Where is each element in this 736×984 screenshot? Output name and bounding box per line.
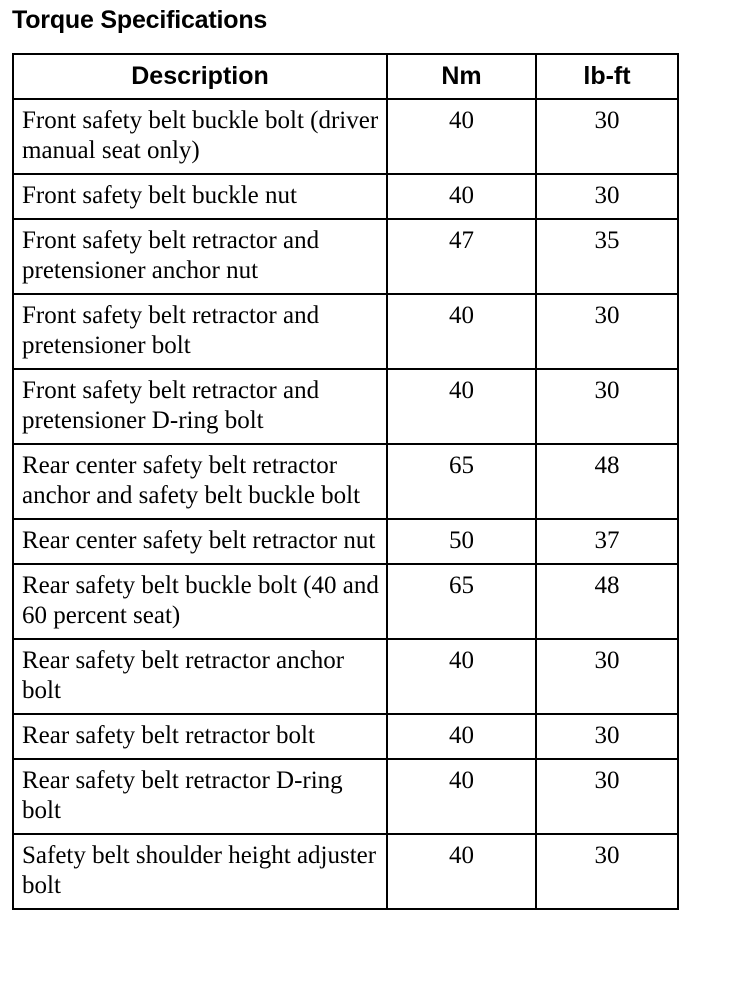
row-description: Rear safety belt retractor D-ring bolt [13,759,387,834]
row-nm: 40 [387,639,536,714]
table-row [13,294,678,369]
row-nm: 40 [387,714,536,759]
row-nm: 65 [387,564,536,639]
row-description: Rear safety belt retractor anchor bolt [13,639,387,714]
row-nm: 40 [387,174,536,219]
header-lbft: lb-ft [536,54,678,99]
row-description: Front safety belt retractor and pretensioner bolt [13,294,387,369]
table-row [13,564,678,639]
table-row [13,174,678,219]
row-nm: 40 [387,759,536,834]
row-lbft: 48 [536,564,678,639]
row-lbft: 35 [536,219,678,294]
row-description: Front safety belt retractor and pretensioner D-ring bolt [13,369,387,444]
row-description: Front safety belt retractor and pretensioner anchor nut [13,219,387,294]
row-lbft: 37 [536,519,678,564]
table-row [13,759,678,834]
row-nm: 40 [387,99,536,174]
header-nm: Nm [387,54,536,99]
table-row [13,519,678,564]
row-nm: 40 [387,834,536,909]
table-row [13,639,678,714]
row-lbft: 48 [536,444,678,519]
table-row [13,369,678,444]
table-row [13,219,678,294]
row-description: Safety belt shoulder height adjuster bolt [13,834,387,909]
table-row [13,444,678,519]
row-description: Front safety belt buckle bolt (driver manual seat only) [13,99,387,174]
row-lbft: 30 [536,369,678,444]
row-lbft: 30 [536,99,678,174]
header-description: Description [13,54,387,99]
table-row [13,834,678,909]
row-lbft: 30 [536,714,678,759]
row-lbft: 30 [536,834,678,909]
row-lbft: 30 [536,759,678,834]
row-nm: 50 [387,519,536,564]
row-nm: 40 [387,294,536,369]
row-nm: 47 [387,219,536,294]
row-description: Front safety belt buckle nut [13,174,387,219]
row-description: Rear center safety belt retractor anchor and safety belt buckle bolt [13,444,387,519]
row-description: Rear center safety belt retractor nut [13,519,387,564]
page-title: Torque Specifications [12,6,268,34]
row-lbft: 30 [536,294,678,369]
row-lbft: 30 [536,174,678,219]
torque-spec-table [12,53,679,910]
table-row [13,714,678,759]
row-description: Rear safety belt retractor bolt [13,714,387,759]
table-row [13,99,678,174]
row-nm: 40 [387,369,536,444]
row-lbft: 30 [536,639,678,714]
row-description: Rear safety belt buckle bolt (40 and 60 percent seat) [13,564,387,639]
row-nm: 65 [387,444,536,519]
table-header-row [13,54,678,99]
